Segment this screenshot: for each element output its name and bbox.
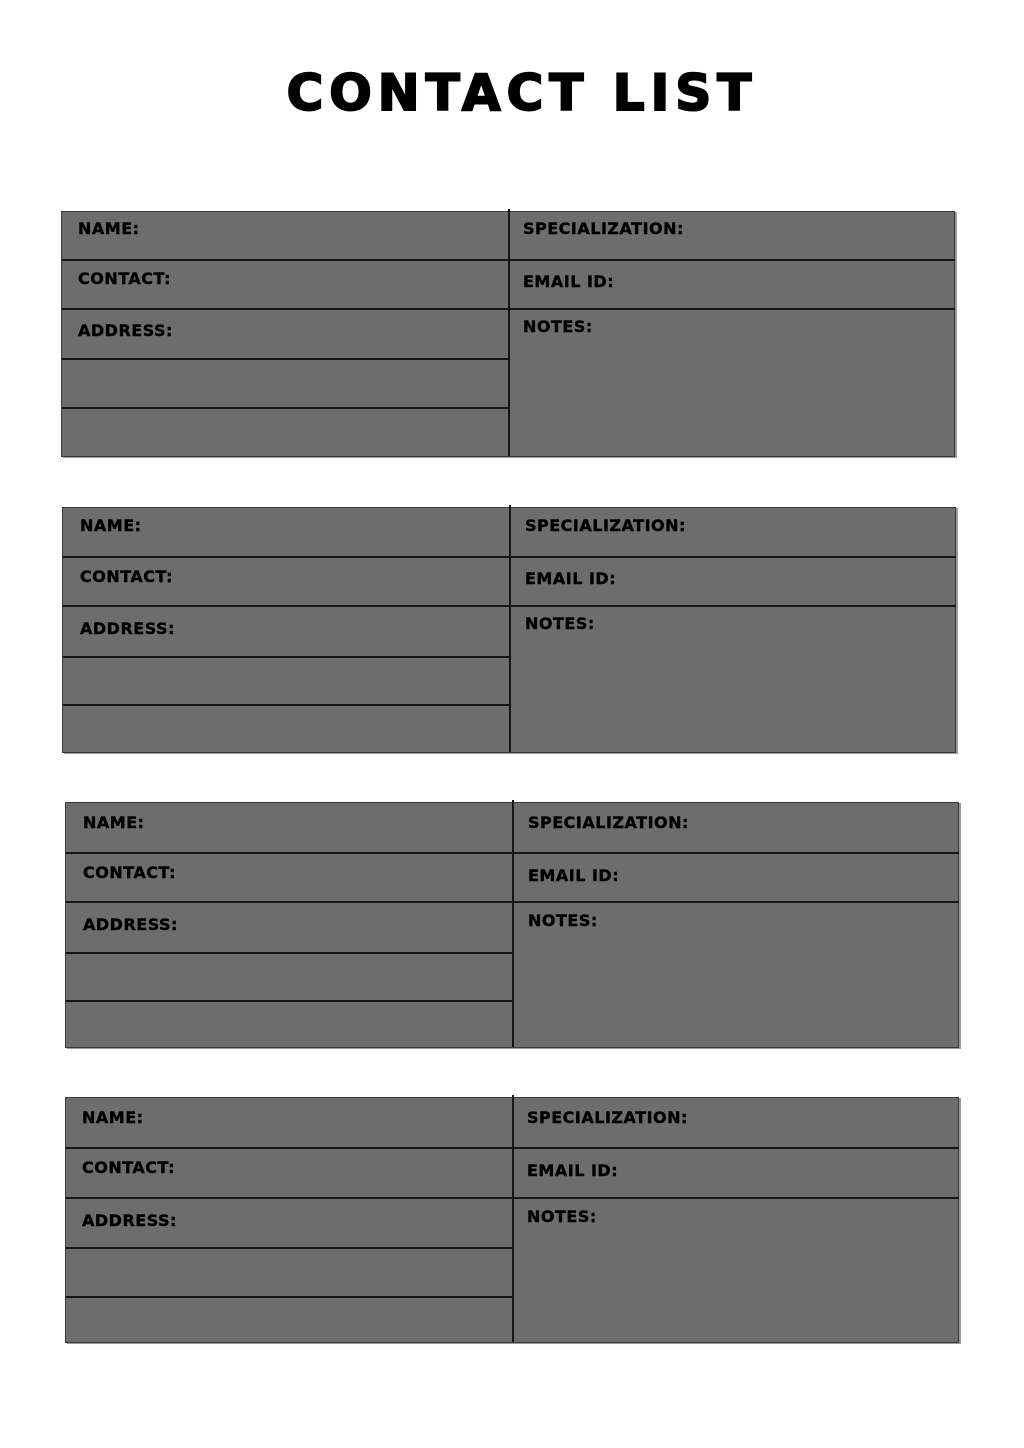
contact-label: CONTACT: (82, 1158, 175, 1177)
row-divider (62, 407, 508, 409)
address-label: ADDRESS: (83, 915, 178, 934)
contact-label: CONTACT: (80, 567, 173, 586)
column-divider (509, 505, 511, 752)
row-divider (66, 1296, 512, 1298)
row-divider (66, 901, 959, 903)
email-label: EMAIL ID: (523, 272, 615, 291)
email-label: EMAIL ID: (528, 866, 620, 885)
row-divider (63, 656, 509, 658)
specialization-label: SPECIALIZATION: (528, 813, 689, 832)
notes-label: NOTES: (523, 317, 593, 336)
contact-label: CONTACT: (78, 269, 171, 288)
address-label: ADDRESS: (82, 1211, 177, 1230)
email-label: EMAIL ID: (527, 1161, 619, 1180)
address-label: ADDRESS: (78, 321, 173, 340)
row-divider (63, 556, 956, 558)
row-divider (62, 259, 955, 261)
name-label: NAME: (80, 516, 142, 535)
column-divider (512, 1095, 514, 1342)
row-divider (63, 605, 956, 607)
specialization-label: SPECIALIZATION: (527, 1108, 688, 1127)
notes-label: NOTES: (527, 1207, 597, 1226)
row-divider (62, 308, 955, 310)
row-divider (66, 952, 512, 954)
row-divider (66, 1247, 512, 1249)
page-title: CONTACT LIST (286, 64, 758, 122)
row-divider (63, 704, 509, 706)
row-divider (66, 1147, 959, 1149)
contact-card (62, 507, 956, 753)
row-divider (62, 358, 508, 360)
row-divider (66, 852, 959, 854)
contact-label: CONTACT: (83, 863, 176, 882)
email-label: EMAIL ID: (525, 569, 617, 588)
row-divider (66, 1000, 512, 1002)
contact-card (65, 802, 959, 1048)
notes-label: NOTES: (528, 911, 598, 930)
column-divider (508, 209, 510, 456)
name-label: NAME: (78, 219, 140, 238)
contact-card (65, 1097, 959, 1343)
specialization-label: SPECIALIZATION: (523, 219, 684, 238)
contact-card (61, 211, 955, 457)
row-divider (66, 1197, 959, 1199)
name-label: NAME: (83, 813, 145, 832)
specialization-label: SPECIALIZATION: (525, 516, 686, 535)
column-divider (512, 800, 514, 1047)
name-label: NAME: (82, 1108, 144, 1127)
address-label: ADDRESS: (80, 619, 175, 638)
notes-label: NOTES: (525, 614, 595, 633)
